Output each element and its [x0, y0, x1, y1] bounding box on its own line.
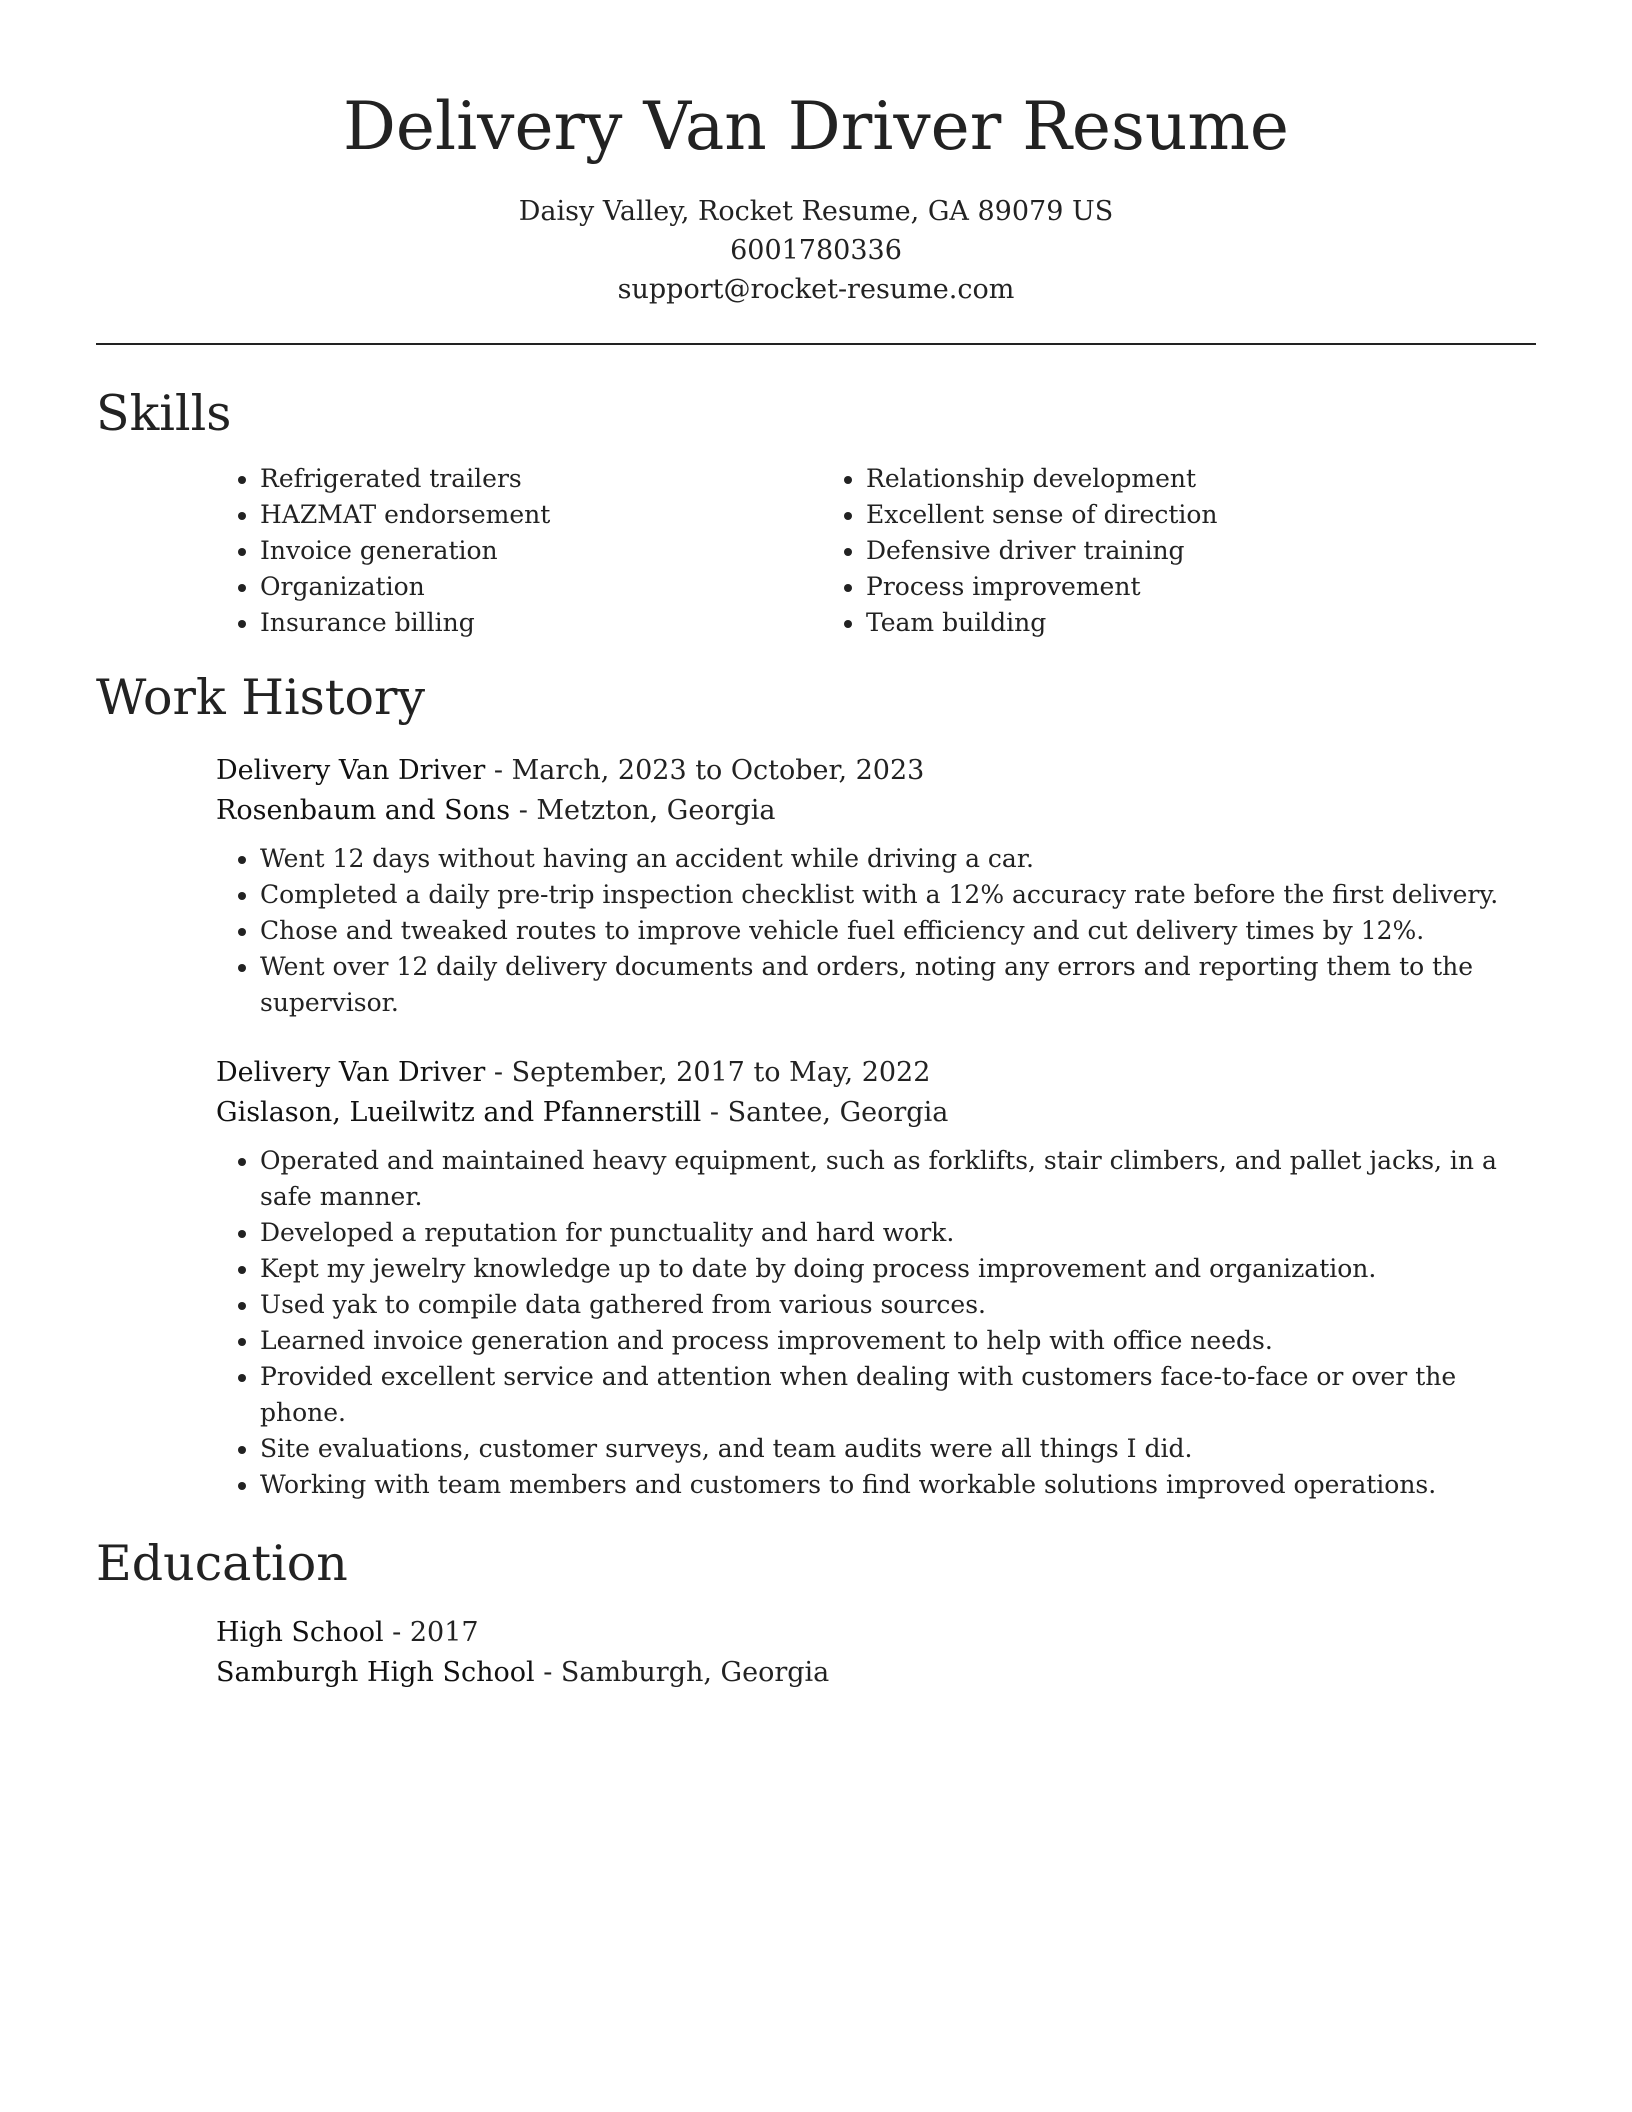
education-year: - 2017 — [383, 1617, 479, 1648]
education-section — [96, 1533, 1536, 1693]
skill-item: • Defensive driver training — [866, 533, 1522, 569]
work-history-section — [96, 667, 1536, 1503]
contact-email: support@rocket-resume.com — [617, 274, 1015, 305]
job-company-line — [216, 791, 1536, 831]
resume-page — [96, 0, 1536, 1693]
work-history-heading: Work History — [96, 669, 426, 726]
skill-item: • HAZMAT endorsement — [260, 497, 822, 533]
job-bullet: • Used yak to compile data gathered from various sources. — [260, 1287, 1536, 1323]
job-bullets — [216, 841, 1536, 1021]
skill-item: • Insurance billing — [260, 605, 822, 641]
skills-list-left — [216, 461, 822, 641]
skill-item: • Process improvement — [866, 569, 1522, 605]
skill-item: • Refrigerated trailers — [260, 461, 822, 497]
job-bullet: • Went over 12 daily delivery documents and orders, noting any errors and reporting them to the supervisor. — [260, 949, 1536, 1021]
job-bullet: • Site evaluations, customer surveys, and team audits were all things I did. — [260, 1431, 1536, 1467]
skills-list-right — [822, 461, 1522, 641]
skill-item: • Relationship development — [866, 461, 1522, 497]
skills-grid — [96, 461, 1536, 641]
contact-info — [96, 192, 1536, 309]
job-bullet: • Kept my jewelry knowledge up to date by doing process improvement and organization. — [260, 1251, 1536, 1287]
education-school-line — [216, 1653, 1536, 1693]
education-location: - Samburgh, Georgia — [534, 1657, 830, 1688]
job-bullet: • Chose and tweaked routes to improve vehicle fuel efficiency and cut delivery times by 12%. — [260, 913, 1536, 949]
skill-item: • Invoice generation — [260, 533, 822, 569]
skills-section — [96, 383, 1536, 641]
job-bullet: • Provided excellent service and attention when dealing with customers face-to-face or over the phone. — [260, 1359, 1536, 1431]
job-title-line — [216, 1053, 1536, 1093]
job-company: Gislason, Lueilwitz and Pfannerstill — [216, 1097, 702, 1128]
job-entry — [216, 751, 1536, 1021]
job-entry — [216, 1053, 1536, 1503]
skills-heading: Skills — [96, 385, 232, 442]
job-bullet: • Completed a daily pre-trip inspection checklist with a 12% accuracy rate before the first delivery. — [260, 877, 1536, 913]
job-bullet: • Working with team members and customers to find workable solutions improved operations. — [260, 1467, 1536, 1503]
skill-item: • Organization — [260, 569, 822, 605]
job-title: Delivery Van Driver — [216, 755, 486, 786]
job-dates: - September, 2017 to May, 2022 — [485, 1057, 931, 1088]
job-bullet: • Developed a reputation for punctuality and hard work. — [260, 1215, 1536, 1251]
education-heading: Education — [96, 1535, 348, 1592]
job-company: Rosenbaum and Sons — [216, 795, 511, 826]
job-dates: - March, 2023 to October, 2023 — [485, 755, 925, 786]
education-entry — [216, 1613, 1536, 1693]
education-degree: High School — [216, 1617, 384, 1648]
job-title-line — [216, 751, 1536, 791]
job-bullet: • Operated and maintained heavy equipment, such as forklifts, stair climbers, and pallet jacks, in a safe manner. — [260, 1143, 1536, 1215]
job-bullets — [216, 1143, 1536, 1503]
resume-header — [96, 0, 1536, 309]
contact-phone: 6001780336 — [730, 235, 902, 266]
education-school: Samburgh High School — [216, 1657, 535, 1688]
skill-item: • Team building — [866, 605, 1522, 641]
job-company-line — [216, 1093, 1536, 1133]
skill-item: • Excellent sense of direction — [866, 497, 1522, 533]
resume-title: Delivery Van Driver Resume — [342, 88, 1289, 165]
job-bullet: • Went 12 days without having an accident while driving a car. — [260, 841, 1536, 877]
education-degree-line — [216, 1613, 1536, 1653]
job-title: Delivery Van Driver — [216, 1057, 486, 1088]
header-divider — [96, 343, 1536, 345]
job-location: - Santee, Georgia — [701, 1097, 949, 1128]
contact-address: Daisy Valley, Rocket Resume, GA 89079 US — [518, 196, 1114, 227]
job-bullet: • Learned invoice generation and process improvement to help with office needs. — [260, 1323, 1536, 1359]
job-location: - Metzton, Georgia — [510, 795, 776, 826]
